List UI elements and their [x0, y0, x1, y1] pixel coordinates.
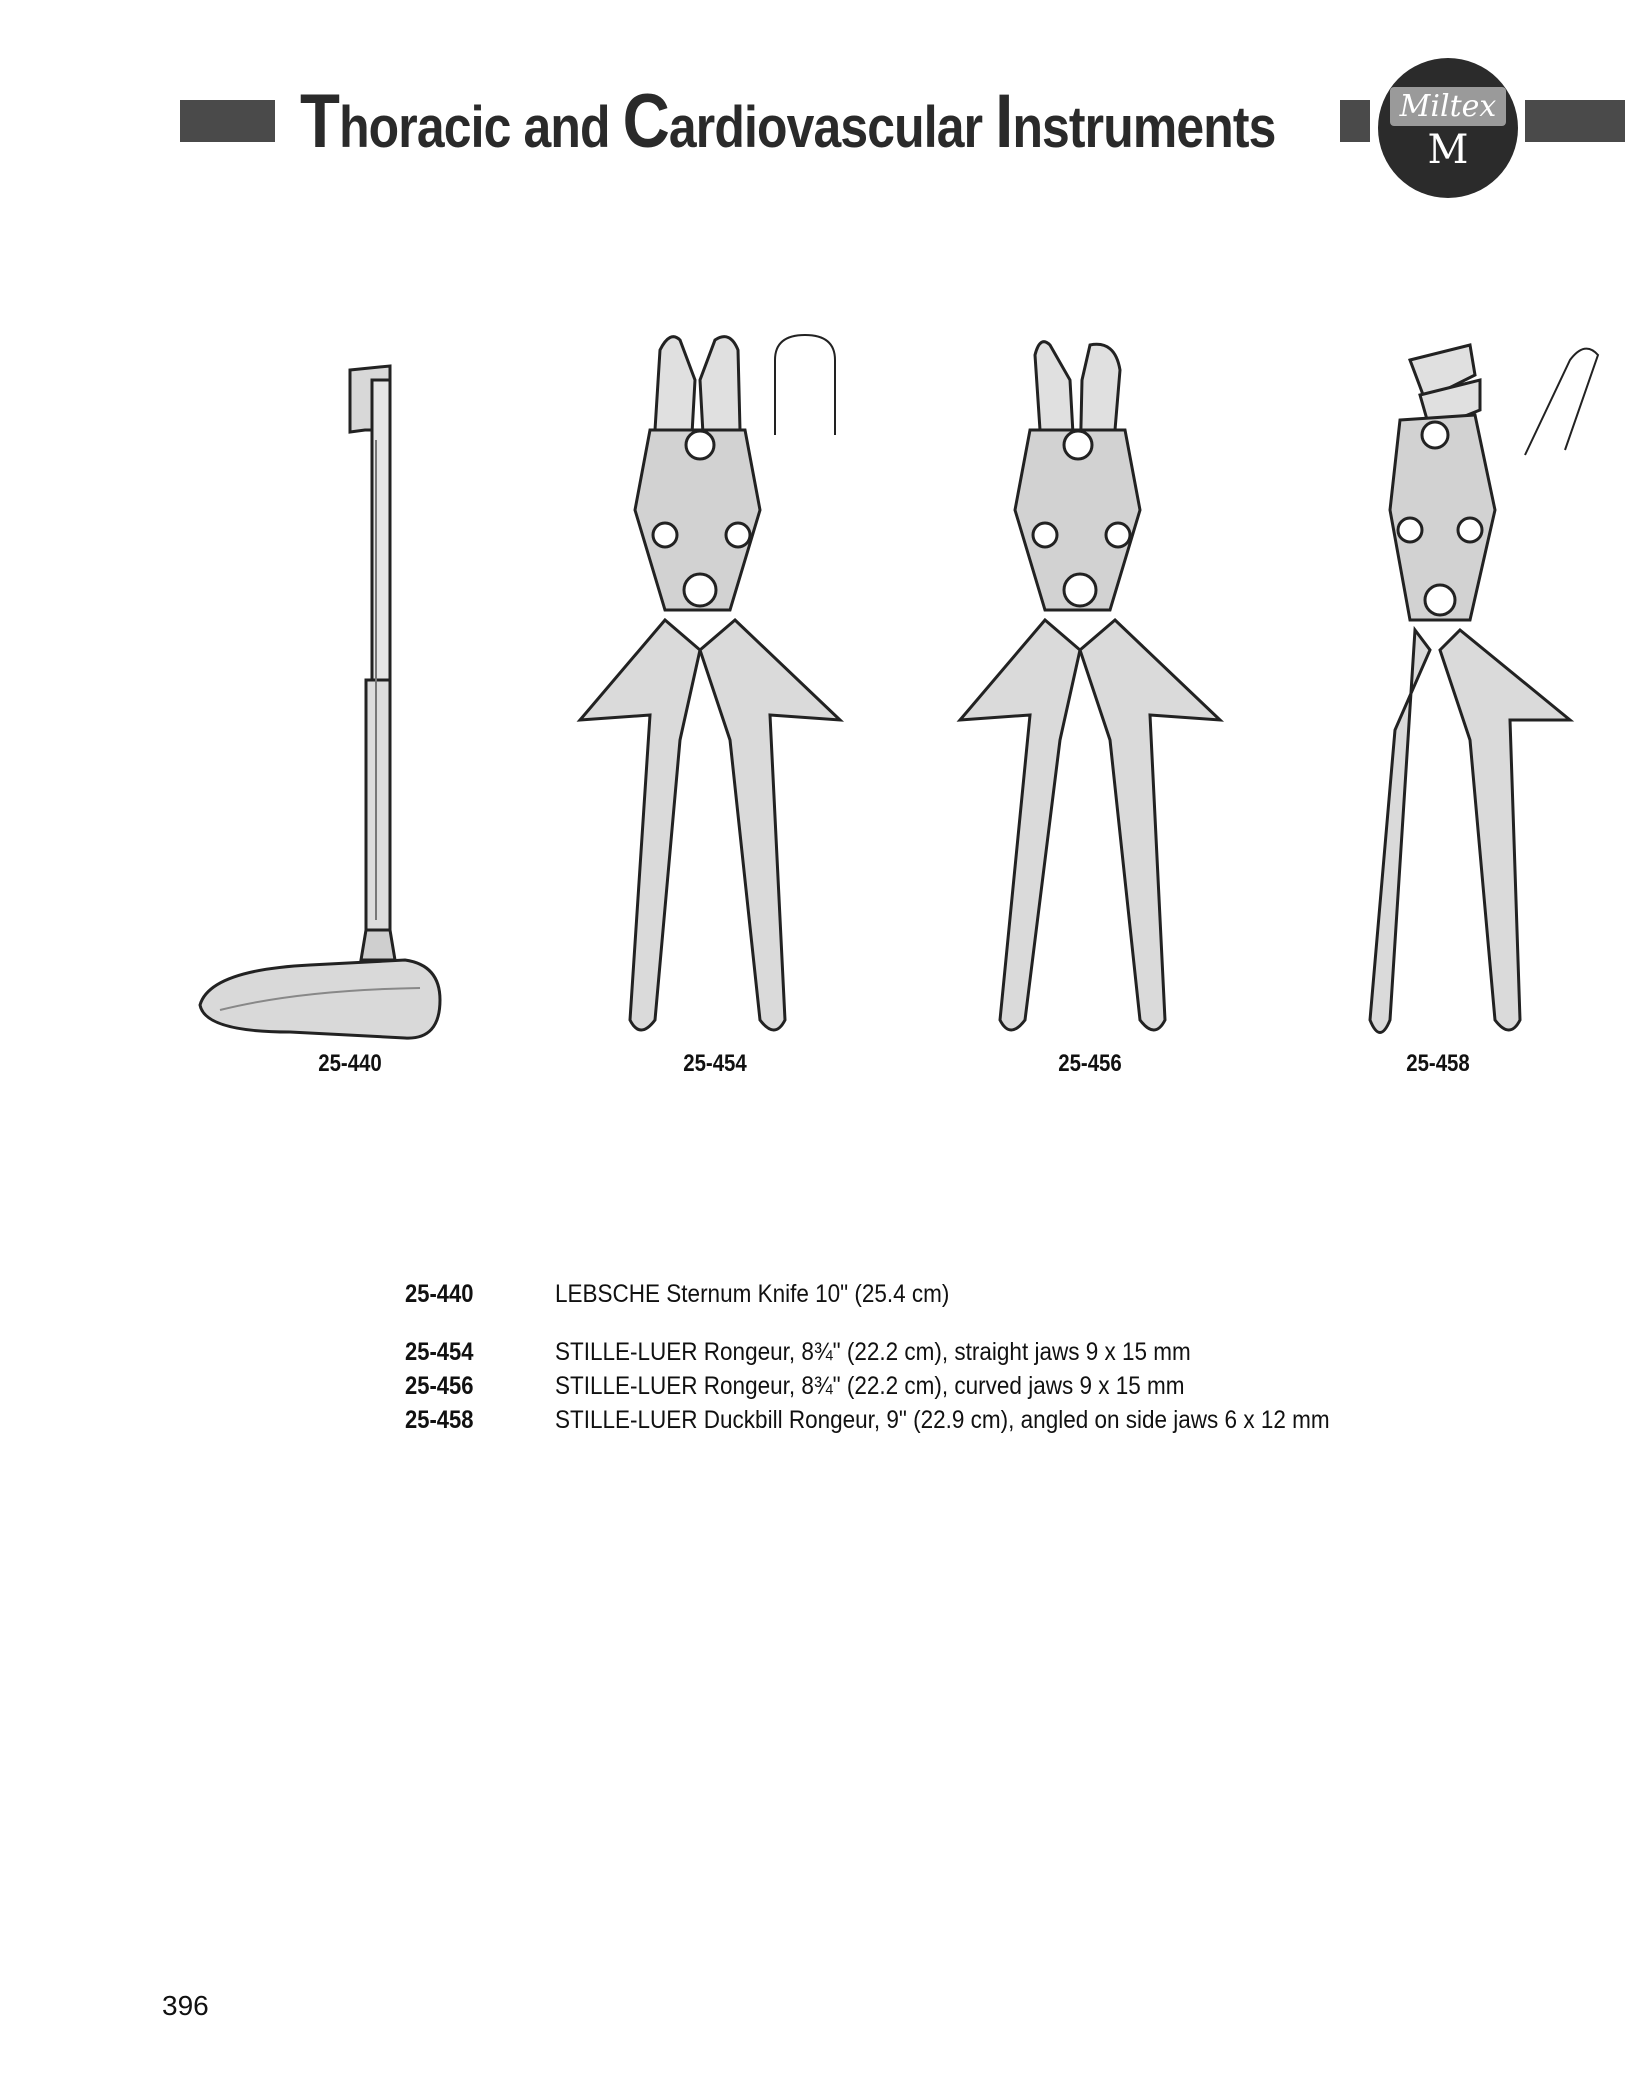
- figure-label-25-454: 25-454: [683, 1050, 747, 1077]
- item-description: STILLE-LUER Rongeur, 8¾" (22.2 cm), curved jaws 9 x 15 mm: [555, 1372, 1185, 1400]
- figure-label-25-440: 25-440: [318, 1050, 382, 1077]
- rongeur-curved-illustration: [940, 320, 1240, 1040]
- title-word-3: nstruments: [1012, 95, 1276, 160]
- item-code: 25-454: [405, 1338, 474, 1366]
- item-description: STILLE-LUER Duckbill Rongeur, 9" (22.9 cm), angled on side jaws 6 x 12 mm: [555, 1406, 1330, 1434]
- logo-script: Miltex: [1390, 87, 1507, 126]
- logo-mark: M: [1427, 126, 1469, 173]
- item-code: 25-458: [405, 1406, 474, 1434]
- header-bar-left: [180, 100, 275, 142]
- figure-label-25-458: 25-458: [1406, 1050, 1470, 1077]
- straight-jaw-detail-icon: [770, 330, 840, 445]
- item-description: LEBSCHE Sternum Knife 10" (25.4 cm): [555, 1280, 950, 1308]
- item-code: 25-440: [405, 1280, 474, 1308]
- page-number: 396: [162, 1990, 209, 2021]
- item-description: STILLE-LUER Rongeur, 8¾" (22.2 cm), straight jaws 9 x 15 mm: [555, 1338, 1191, 1366]
- title-cap-3: I: [995, 79, 1013, 164]
- header-bar-right: [1525, 100, 1625, 142]
- figure-label-25-456: 25-456: [1058, 1050, 1122, 1077]
- duckbill-jaw-detail-icon: [1520, 340, 1610, 465]
- sternum-knife-illustration: [190, 320, 450, 1040]
- title-cap-2: C: [622, 79, 669, 164]
- page-header: [0, 58, 1650, 178]
- title-word-1: horacic and: [339, 95, 623, 160]
- header-bar-mid: [1340, 100, 1370, 142]
- page-title: [300, 78, 1275, 165]
- title-cap-1: T: [300, 79, 340, 164]
- item-code: 25-456: [405, 1372, 474, 1400]
- miltex-logo: [1378, 58, 1518, 198]
- title-word-2: ardiovascular: [668, 95, 996, 160]
